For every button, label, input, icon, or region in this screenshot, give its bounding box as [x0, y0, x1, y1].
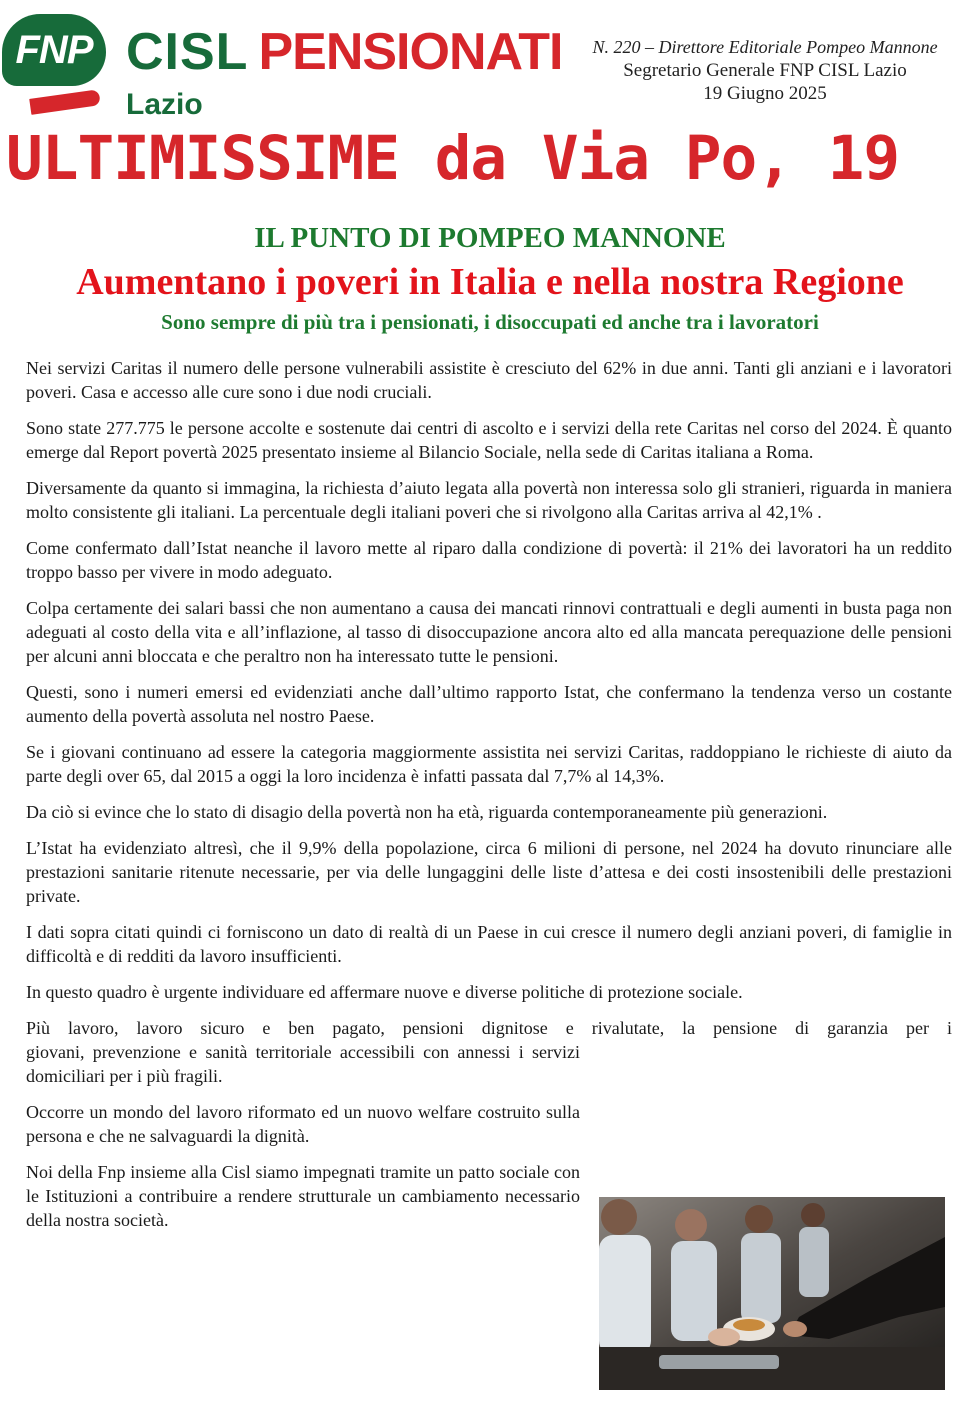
- article-paragraph: In questo quadro è urgente individuare ed affermare nuove e diverse politiche di protezione sociale.: [26, 982, 743, 1002]
- article-subhead: Sono sempre di più tra i pensionati, i disoccupati ed anche tra i lavoratori: [161, 310, 819, 334]
- article-paragraph: Occorre un mondo del lavoro riformato ed un nuovo welfare costruito sulla persona e che ne salvaguardi la dignità.: [26, 1102, 580, 1146]
- article-photo: [599, 1197, 945, 1390]
- article-paragraph: Sono state 277.775 le persone accolte e sostenute dai centri di ascolto e i servizi della rete Caritas nel corso del 2024. È quanto emerge dal Report povertà 2025 presentato insieme al Bilancio Sociale, nella sede di Caritas italiana a Roma.: [26, 418, 952, 462]
- article-paragraph: Nei servizi Caritas il numero delle persone vulnerabili assistite è cresciuto del 62% in due anni. Tanti gli anziani e i lavoratori poveri. Casa e accesso alle cure sono i due nodi cruciali.: [26, 358, 952, 402]
- article-body: [26, 356, 952, 1244]
- brand-region: Lazio: [126, 88, 203, 121]
- column-kicker: IL PUNTO DI POMPEO MANNONE: [254, 222, 726, 254]
- newsletter-banner: ULTIMISSIME da Via Po, 19: [6, 123, 900, 194]
- article-paragraph-wrap: [26, 1016, 952, 1088]
- article-paragraph-rest: giovani, prevenzione e sanità territoriale accessibili con annessi i servizi domiciliari per i più fragili.: [26, 1042, 580, 1086]
- logo-red-swoosh: [29, 89, 101, 115]
- article-headline: Aumentano i poveri in Italia e nella nostra Regione: [76, 261, 904, 303]
- article-paragraph: Noi della Fnp insieme alla Cisl siamo impegnati tramite un patto sociale con le Istituzioni a contribuire a rendere strutturale un cambiamento necessario della nostra società.: [26, 1162, 580, 1230]
- article-paragraph-line: Più lavoro, lavoro sicuro e ben pagato, pensioni dignitose e rivalutate, la pensione di garanzia per i: [26, 1018, 952, 1038]
- article-paragraph: Questi, sono i numeri emersi ed evidenziati anche dall’ultimo rapporto Istat, che confermano la tendenza verso un costante aumento della povertà assoluta nel nostro Paese.: [26, 682, 952, 726]
- brand-cisl: CISL: [126, 23, 249, 81]
- article-paragraph: I dati sopra citati quindi ci forniscono un dato di realtà di un Paese in cui cresce il numero degli anziani poveri, di famiglie in difficoltà e di redditi da lavoro insufficienti.: [26, 922, 952, 966]
- article-paragraph: L’Istat ha evidenziato altresì, che il 9,9% della popolazione, circa 6 milioni di persone, nel 2024 ha dovuto rinunciare alle prestazioni sanitarie ritenute necessarie, per via delle lungaggini delle liste d’attesa e dei costi insostenibili delle prestazioni private.: [26, 838, 952, 906]
- article-paragraph: Come confermato dall’Istat neanche il lavoro mette al riparo dalla condizione di povertà: il 21% dei lavoratori ha un reddito troppo basso per vivere in modo adeguato.: [26, 538, 952, 582]
- article-paragraph: Se i giovani continuano ad essere la categoria maggiormente assistita nei servizi Caritas, raddoppiano le richieste di aiuto da parte degli over 65, dal 2015 a oggi la loro incidenza è infatti passata dal 7,7% al 14,3%.: [26, 742, 952, 786]
- masthead-info: [565, 36, 965, 105]
- article-paragraph: Da ciò si evince che lo stato di disagio della povertà non ha età, riguarda contemporaneamente più generazioni.: [26, 802, 828, 822]
- brand-name: [126, 22, 562, 82]
- date-line: 19 Giugno 2025: [703, 83, 827, 104]
- article-paragraph: Diversamente da quanto si immagina, la richiesta d’aiuto legata alla povertà non interessa solo gli stranieri, riguarda in maniera molto consistente gli italiani. La percentuale degli italiani poveri che si rivolgono alla Caritas arriva al 42,1% .: [26, 478, 952, 522]
- fnp-logo: [0, 8, 120, 118]
- soup-kitchen-illustration: [599, 1197, 945, 1390]
- article-paragraph: Colpa certamente dei salari bassi che non aumentano a causa dei mancati rinnovi contrattuali e degli aumenti in busta paga non adeguati al costo della vita e all’inflazione, al tasso di disoccupazione ancora alto ed alla mancata perequazione delle pensioni per alcuni anni bloccata e che peraltro non ha interessato tutte le pensioni.: [26, 598, 952, 666]
- fnp-logo-badge: FNP: [2, 14, 106, 86]
- issue-line: N. 220 – Direttore Editoriale Pompeo Mannone: [592, 37, 938, 57]
- brand-pensionati: PENSIONATI: [258, 23, 563, 81]
- secretary-line: Segretario Generale FNP CISL Lazio: [623, 60, 907, 81]
